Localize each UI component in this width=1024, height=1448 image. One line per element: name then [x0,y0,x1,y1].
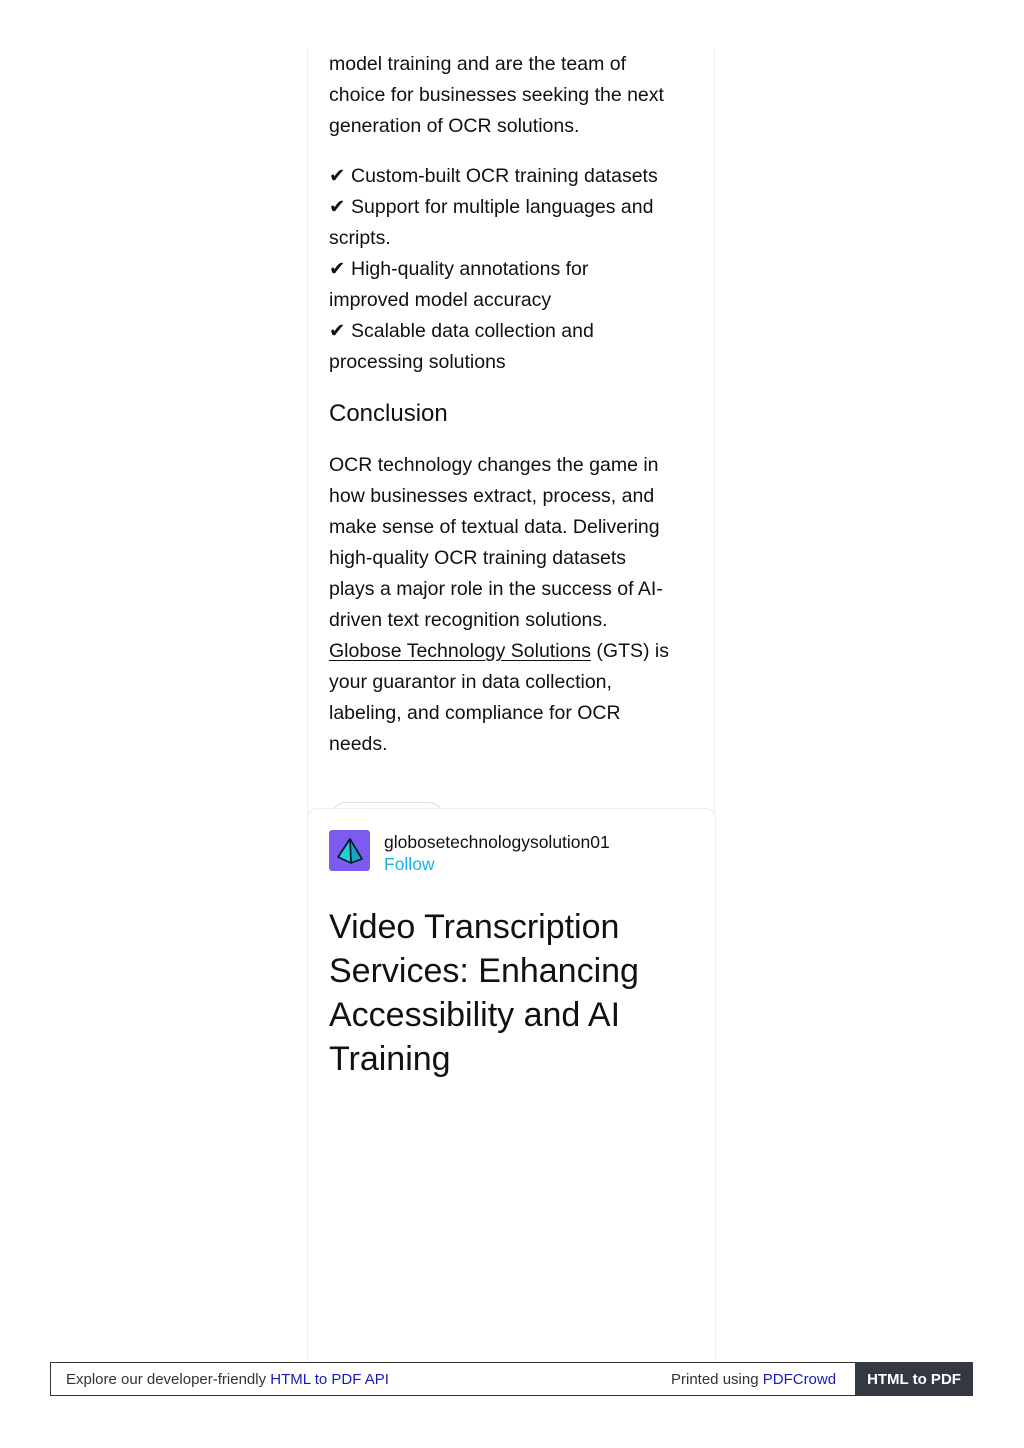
check-mark-icon: ✔ [329,320,346,342]
follow-button[interactable]: Follow [384,854,435,874]
check-mark-icon: ✔ [329,258,346,280]
feature-checklist [329,161,699,378]
footer-middle [671,1371,836,1388]
text-line: high-quality OCR training datasets [329,547,626,569]
pdf-footer-banner [50,1362,973,1396]
post-title[interactable] [329,905,709,1081]
conclusion-paragraph [329,450,699,760]
checklist-text: scripts. [329,227,391,249]
title-line: Training [329,1040,451,1078]
html-to-pdf-button[interactable]: HTML to PDF [855,1362,973,1396]
text-line: how businesses extract, process, and [329,485,655,507]
pyramid-logo-icon [335,836,365,866]
checklist-item [329,192,699,223]
check-mark-icon: ✔ [329,196,346,218]
text-line [329,636,699,667]
text-line: labeling, and compliance for OCR [329,702,621,724]
title-line: Video Transcription [329,908,620,946]
text-line: OCR technology changes the game in [329,454,659,476]
author-name[interactable]: globosetechnologysolution01 [384,832,610,852]
avatar[interactable] [329,830,370,871]
text-line: needs. [329,733,388,755]
footer-text: Explore our developer-friendly [66,1371,271,1388]
checklist-text: improved model accuracy [329,289,552,311]
text-line: driven text recognition solutions. [329,609,608,631]
checklist-item [329,254,699,285]
html-to-pdf-api-link[interactable]: HTML to PDF API [270,1371,389,1388]
title-line: Services: Enhancing [329,952,639,990]
checklist-text: Support for multiple languages and [351,196,654,218]
checklist-text: Scalable data collection and [351,320,594,342]
pdfcrowd-link[interactable]: PDFCrowd [762,1371,837,1388]
checklist-item [329,161,699,192]
intro-paragraph [329,49,699,142]
footer-left [66,1371,389,1388]
text-line: choice for businesses seeking the next [329,84,664,106]
text-line: plays a major role in the success of AI- [329,578,663,600]
checklist-item [329,316,699,347]
checklist-text: Custom-built OCR training datasets [351,165,658,187]
footer-text: Printed using [671,1371,763,1388]
text-line: your guarantor in data collection, [329,671,612,693]
title-line: Accessibility and AI [329,996,621,1034]
check-mark-icon: ✔ [329,165,346,187]
text-line: make sense of textual data. Delivering [329,516,660,538]
text-fragment: (GTS) is [590,640,669,662]
checklist-text: processing solutions [329,351,506,373]
related-post-card[interactable] [307,808,716,1368]
conclusion-heading: Conclusion [329,400,448,427]
text-line: model training and are the team of [329,53,627,75]
gts-link[interactable]: Globose Technology Solutions [329,640,591,662]
checklist-text: High-quality annotations for [351,258,589,280]
text-line: generation of OCR solutions. [329,115,580,137]
